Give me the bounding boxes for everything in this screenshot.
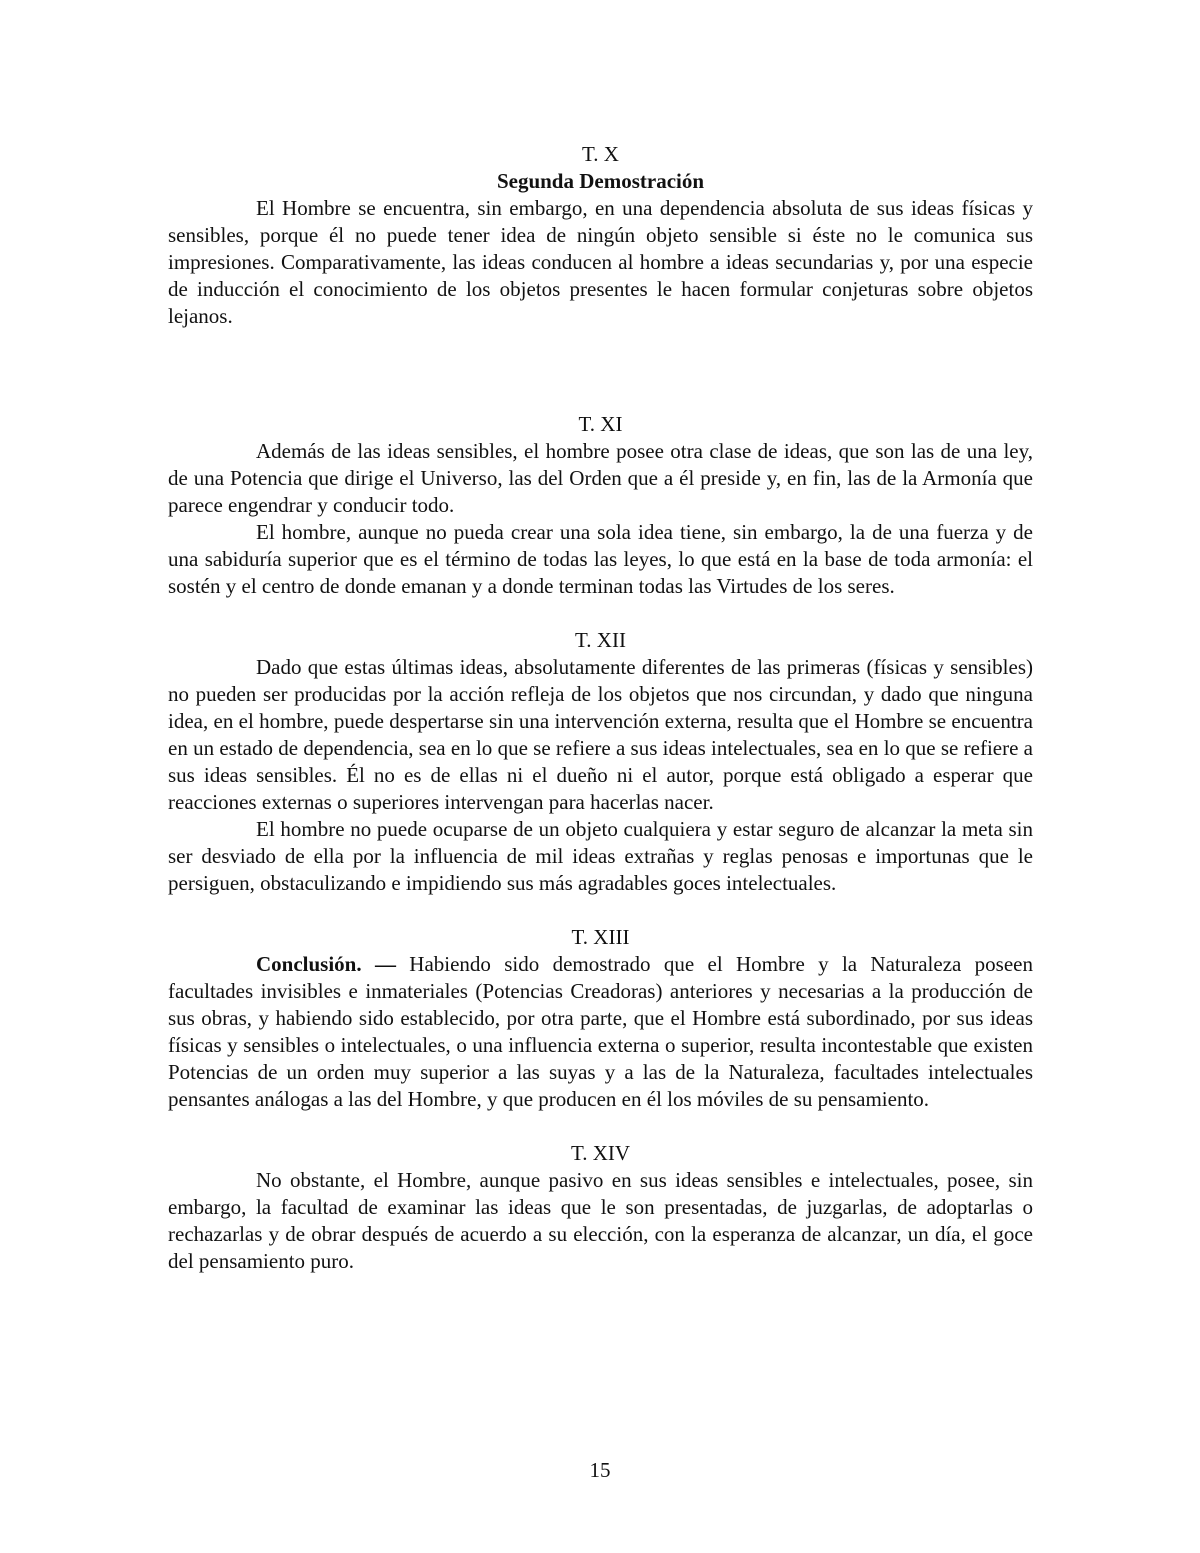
section-t-xiii — [168, 924, 1033, 1113]
paragraph: El hombre no puede ocuparse de un objeto cualquiera y estar seguro de alcanzar la meta sin ser desviado de ella por la influencia de mil ideas extrañas y reglas penosas e importunas que le persiguen, obstaculizando e impidiendo sus más agradables goces intelectuales. — [168, 817, 1033, 895]
section-subtitle: Segunda Demostración — [496, 169, 705, 193]
paragraph: Dado que estas últimas ideas, absolutamente diferentes de las primeras (físicas y sensibles) no pueden ser producidas por la acción refleja de los objetos que nos circundan, y dado que ninguna idea, en el hombre, puede despertarse sin una intervención externa, resulta que el Hombre se encuentra en un estado de dependencia, sea en lo que se refiere a sus ideas intelectuales, sea en lo que se refiere a sus ideas sensibles. Él no es de ellas ni el dueño ni el autor, porque está obligado a esperar que reacciones externas o superiores intervengan para hacerlas nacer. — [168, 655, 1033, 814]
section-t-xii — [168, 627, 1033, 897]
spacer — [168, 384, 1033, 411]
paragraph: El hombre, aunque no pueda crear una sola idea tiene, sin embargo, la de una fuerza y de una sabiduría superior que es el término de todas las leyes, lo que está en la base de toda armonía: el sostén y el centro de donde emanan y a donde terminan todas las Virtudes de los seres. — [168, 520, 1033, 598]
section-title: T. X — [582, 142, 619, 166]
spacer — [168, 330, 1033, 384]
section-t-xi — [168, 411, 1033, 600]
paragraph: Además de las ideas sensibles, el hombre posee otra clase de ideas, que son las de una ley, de una Potencia que dirige el Universo, las del Orden que a él preside y, en fin, las de la Armonía que parece engendrar y conducir todo. — [168, 439, 1033, 517]
paragraph-text: Habiendo sido demostrado que el Hombre y la Naturaleza poseen facultades invisibles e inmateriales (Potencias Creadoras) anteriores y necesarias a la producción de sus obras, y habiendo sido establecido, por otra parte, que el Hombre está subordinado, por sus ideas físicas y sensibles o intelectuales, o una influencia externa o superior, resulta incontestable que existen Potencias de un orden muy superior a las suyas y a las de la Naturaleza, facultades intelectuales pensantes análogas a las del Hombre, y que producen en él los móviles de su pensamiento. — [168, 952, 1033, 1111]
section-t-xiv — [168, 1140, 1033, 1275]
paragraph: No obstante, el Hombre, aunque pasivo en sus ideas sensibles e intelectuales, posee, sin embargo, la facultad de examinar las ideas que le son presentadas, de juzgarlas, de adoptarlas o rechazarlas y de obrar después de acuerdo a su elección, con la esperanza de alcanzar, un día, el goce del pensamiento puro. — [168, 1168, 1033, 1273]
spacer — [168, 1113, 1033, 1140]
page-body — [168, 141, 1033, 1275]
spacer — [168, 600, 1033, 627]
page-number: 15 — [589, 1458, 611, 1482]
conclusion-lead: Conclusión. — — [256, 952, 396, 976]
section-t-x — [168, 141, 1033, 330]
section-title: T. XII — [575, 628, 626, 652]
section-title: T. XI — [578, 412, 623, 436]
section-title: T. XIV — [570, 1141, 631, 1165]
paragraph: El Hombre se encuentra, sin embargo, en una dependencia absoluta de sus ideas físicas y sensibles, porque él no puede tener idea de ningún objeto sensible si éste no le comunica sus impresiones. Comparativamente, las ideas conducen al hombre a ideas secundarias y, por una especie de inducción el conocimiento de los objetos presentes le hacen formular conjeturas sobre objetos lejanos. — [168, 196, 1033, 328]
section-title: T. XIII — [571, 925, 630, 949]
spacer — [168, 897, 1033, 924]
paragraph — [168, 951, 1033, 1113]
